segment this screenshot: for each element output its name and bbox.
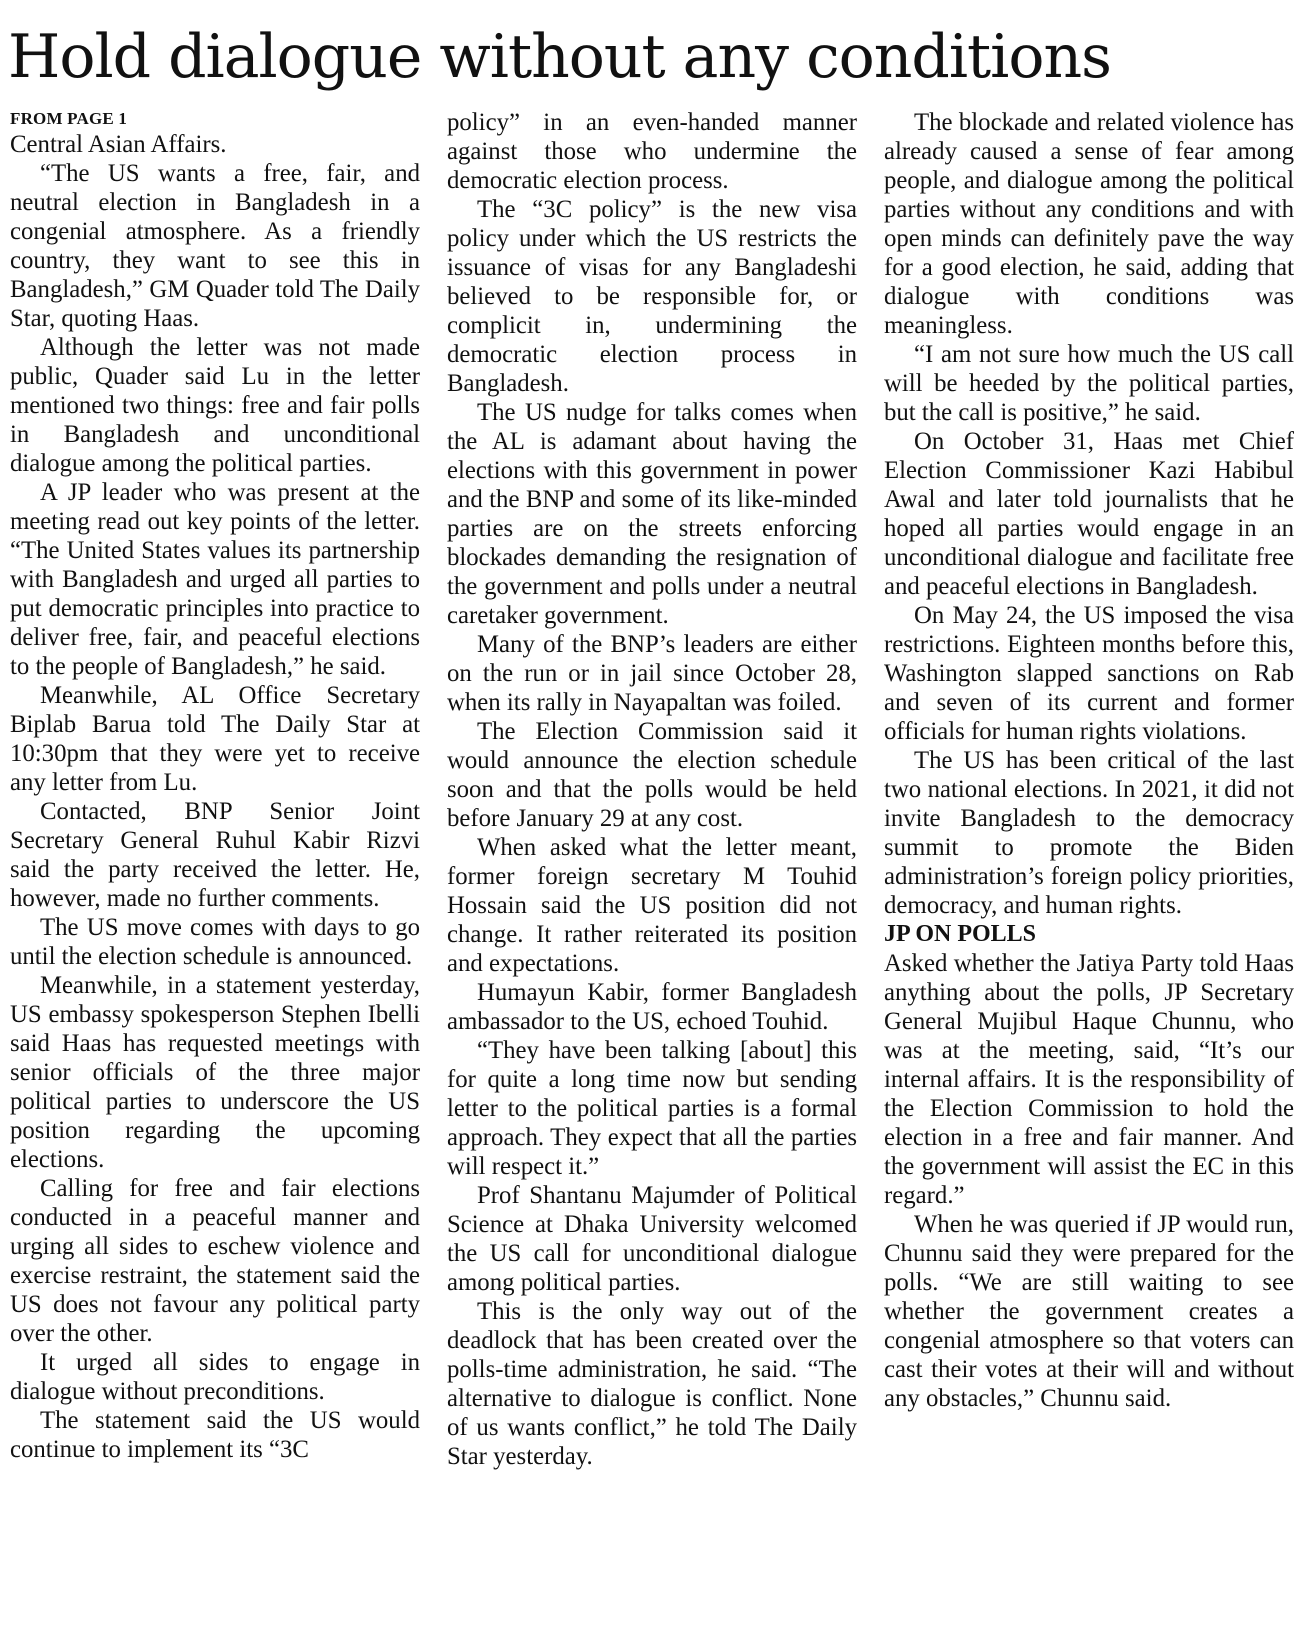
paragraph: Calling for free and fair elections conducted in a peaceful manner and urging all sides to eschew violence and exercise restraint, the statement said the US does not favour any political party over the other. <box>10 1175 420 1347</box>
paragraph: The US move comes with days to go until the election schedule is announced. <box>10 914 420 970</box>
paragraph: The US nudge for talks comes when the AL is adamant about having the elections with this government in power and the BNP and some of its like-minded parties are on the streets enforcing blockades demanding the resignation of the government and polls under a neutral caretaker government. <box>447 399 857 629</box>
paragraph: “The US wants a free, fair, and neutral election in Bangladesh in a congenial atmosphere. As a friendly country, they want to see this in Bangladesh,” GM Quader told The Daily Star, quoting Haas. <box>10 160 420 332</box>
paragraph: When he was queried if JP would run, Chunnu said they were prepared for the polls. “We are still waiting to see whether the government creates a congenial atmosphere so that voters can cast their votes at their will and without any obstacles,” Chunnu said. <box>884 1211 1294 1412</box>
paragraph: Prof Shantanu Majumder of Political Science at Dhaka University welcomed the US call for unconditional dialogue among political parties. <box>447 1182 857 1296</box>
paragraph: Humayun Kabir, former Bangladesh ambassador to the US, echoed Touhid. <box>447 979 857 1035</box>
paragraph: Central Asian Affairs. <box>10 131 227 158</box>
paragraph: A JP leader who was present at the meeting read out key points of the letter. “The United States values its partnership with Bangladesh and urged all parties to put democratic principles into practice to deliver free, fair, and peaceful elections to the people of Bangladesh,” he said. <box>10 479 420 680</box>
column-1 <box>10 108 420 1464</box>
paragraph: “I am not sure how much the US call will be heeded by the political parties, but the call is positive,” he said. <box>884 341 1294 426</box>
column-3 <box>884 108 1294 1413</box>
subhead: JP ON POLLS <box>884 921 1037 947</box>
paragraph: The US has been critical of the last two national elections. In 2021, it did not invite Bangladesh to the democracy summit to promote the Biden administration’s foreign policy priorities, democracy, and human rights. <box>884 747 1294 919</box>
paragraph: This is the only way out of the deadlock that has been created over the polls-time administration, he said. “The alternative to dialogue is conflict. None of us wants conflict,” he told The Daily Star yesterday. <box>447 1298 857 1470</box>
paragraph: The Election Commission said it would announce the election schedule soon and that the polls would be held before January 29 at any cost. <box>447 718 857 832</box>
paragraph: “They have been talking [about] this for quite a long time now but sending letter to the political parties is a formal approach. They expect that all the parties will respect it.” <box>447 1037 857 1180</box>
paragraph: Contacted, BNP Senior Joint Secretary General Ruhul Kabir Rizvi said the party received the letter. He, however, made no further comments. <box>10 798 420 912</box>
paragraph: policy” in an even-handed manner against those who undermine the democratic election process. <box>447 109 857 194</box>
kicker: FROM PAGE 1 <box>10 109 128 128</box>
paragraph: Asked whether the Jatiya Party told Haas anything about the polls, JP Secretary General Mujibul Haque Chunnu, who was at the meeting, said, “It’s our internal affairs. It is the responsibility of the Election Commission to hold the election in a free and fair manner. And the government will assist the EC in this regard.” <box>884 950 1294 1209</box>
paragraph: On May 24, the US imposed the visa restrictions. Eighteen months before this, Washington slapped sanctions on Rab and seven of its current and former officials for human rights violations. <box>884 602 1294 745</box>
paragraph: Meanwhile, in a statement yesterday, US embassy spokesperson Stephen Ibelli said Haas has requested meetings with senior officials of the three major political parties to underscore the US position regarding the upcoming elections. <box>10 972 420 1173</box>
column-2 <box>447 108 857 1471</box>
paragraph: Many of the BNP’s leaders are either on the run or in jail since October 28, when its rally in Nayapaltan was foiled. <box>447 631 857 716</box>
headline: Hold dialogue without any conditions <box>8 22 1111 92</box>
paragraph: The blockade and related violence has already caused a sense of fear among people, and dialogue among the political parties without any conditions and with open minds can definitely pave the way for a good election, he said, adding that dialogue with conditions was meaningless. <box>884 109 1294 339</box>
paragraph: It urged all sides to engage in dialogue without preconditions. <box>10 1349 420 1405</box>
paragraph: On October 31, Haas met Chief Election Commissioner Kazi Habibul Awal and later told journalists that he hoped all parties would engage in an unconditional dialogue and facilitate free and peaceful elections in Bangladesh. <box>884 428 1294 600</box>
paragraph: Although the letter was not made public, Quader said Lu in the letter mentioned two things: free and fair polls in Bangladesh and unconditional dialogue among the political parties. <box>10 334 420 477</box>
paragraph: The “3C policy” is the new visa policy under which the US restricts the issuance of visas for any Bangladeshi believed to be responsible for, or complicit in, undermining the democratic election process in Bangladesh. <box>447 196 857 397</box>
paragraph: Meanwhile, AL Office Secretary Biplab Barua told The Daily Star at 10:30pm that they were yet to receive any letter from Lu. <box>10 682 420 796</box>
paragraph: When asked what the letter meant, former foreign secretary M Touhid Hossain said the US position did not change. It rather reiterated its position and expectations. <box>447 834 857 977</box>
paragraph: The statement said the US would continue to implement its “3C <box>10 1407 420 1463</box>
